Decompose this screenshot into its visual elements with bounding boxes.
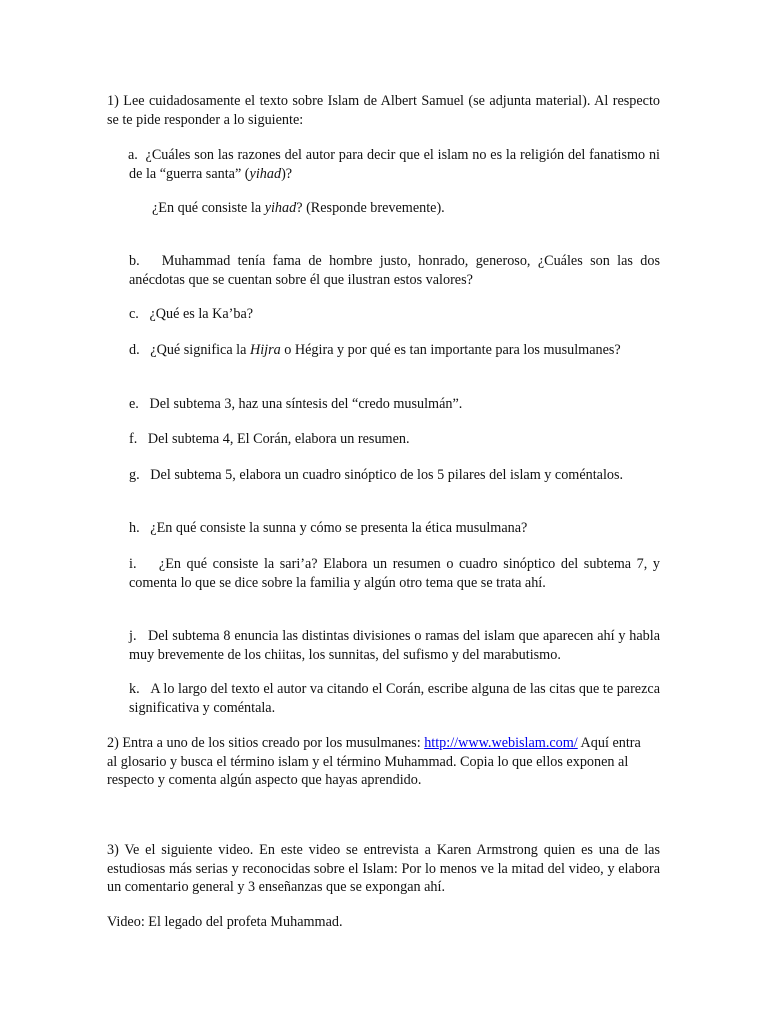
item-i: i. ¿En qué consiste la sari’a? Elabora un resumen o cuadro sinóptico del subtema 7, y comenta lo que se dice sobre la familia y algún otro tema que se trata ahí.	[129, 556, 661, 591]
question-3: 3) Ve el siguiente video. En este video se entrevista a Karen Armstrong quien es una de las estudiosas más serias y reconocidas sobre el Islam: Por lo menos ve la mitad del video, y elabora un comentario general y 3 enseñanzas que se expongan ahí.	[107, 842, 660, 895]
webislam-link[interactable]: http://www.webislam.com/	[424, 735, 578, 751]
video-title-line: Video: El legado del profeta Muhammad.	[107, 914, 343, 930]
item-d: d. ¿Qué significa la Hijra o Hégira y por qué es tan importante para los musulmanes?	[129, 342, 621, 358]
item-a-text-1: ¿Cuáles son las razones del autor para decir que el islam no es la religión del fanatismo ni de la “guerra santa” (	[129, 147, 660, 182]
item-a-text-2: )?	[281, 165, 293, 182]
item-a-marker: a.	[128, 147, 138, 163]
item-c: c. ¿Qué es la Ka’ba?	[129, 306, 254, 322]
item-a	[129, 146, 660, 183]
question-2: 2) Entra a uno de los sitios creado por los musulmanes: http://www.webislam.com/ Aquí entra al glosario y busca el término islam y el término Muhammad. Copia lo que ellos exponen al respecto y comenta algún aspecto que hayas aprendido.	[107, 735, 641, 788]
item-g: g. Del subtema 5, elabora un cuadro sinóptico de los 5 pilares del islam y coméntalos.	[129, 467, 624, 483]
question-1	[107, 92, 660, 129]
item-a-term: yihad	[249, 165, 282, 182]
question-1-text: 1) Lee cuidadosamente el texto sobre Islam de Albert Samuel (se adjunta material). Al respecto se te pide responder a lo siguiente:	[107, 93, 660, 128]
item-k: k. A lo largo del texto el autor va citando el Corán, escribe alguna de las citas que te parezca significativa y coméntala.	[129, 681, 660, 716]
item-b: b. Muhammad tenía fama de hombre justo, honrado, generoso, ¿Cuáles son las dos anécdotas que se cuentan sobre él que ilustran estos valores?	[129, 253, 661, 288]
item-a-subquestion: ¿En qué consiste la yihad? (Responde brevemente).	[152, 200, 445, 216]
item-e: e. Del subtema 3, haz una síntesis del “credo musulmán”.	[129, 396, 463, 412]
item-h: h. ¿En qué consiste la sunna y cómo se presenta la ética musulmana?	[129, 520, 528, 536]
item-f: f. Del subtema 4, El Corán, elabora un resumen.	[129, 431, 410, 447]
item-j: j. Del subtema 8 enuncia las distintas divisiones o ramas del islam que aparecen ahí y habla muy brevemente de los chiitas, los sunnitas, del sufismo y del marabutismo.	[129, 628, 661, 663]
